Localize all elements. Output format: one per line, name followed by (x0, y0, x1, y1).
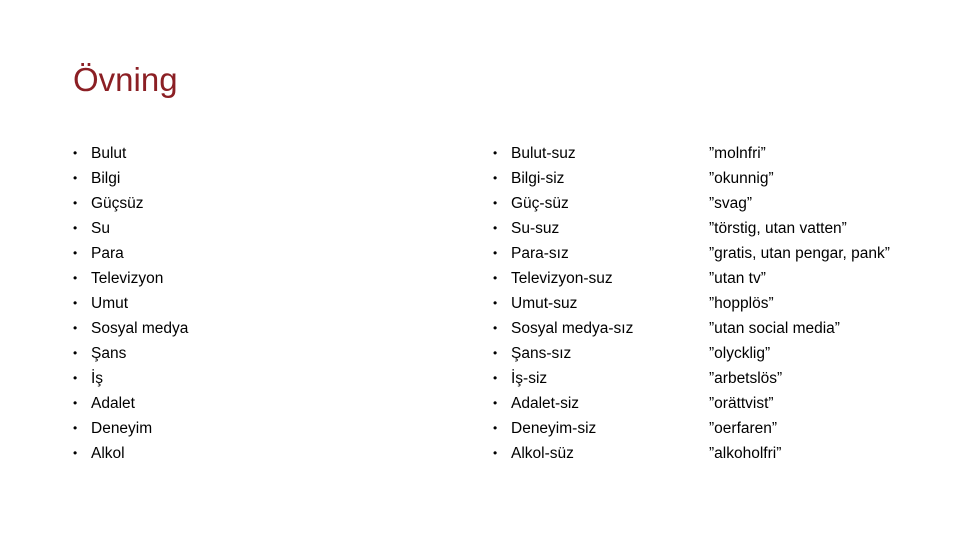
suffixed-word-label: Güç-süz (511, 195, 569, 212)
word-label: Para (91, 245, 124, 262)
list-item (493, 416, 633, 441)
suffixed-word-label: Alkol-süz (511, 445, 574, 462)
bullet-icon: • (493, 221, 498, 235)
bullet-icon: • (493, 396, 498, 410)
bullet-icon: • (493, 371, 498, 385)
bullet-icon: • (73, 396, 78, 410)
translation-item: ”törstig, utan vatten” (709, 220, 847, 237)
bullet-icon: • (73, 296, 78, 310)
word-label: Adalet (91, 395, 135, 412)
word-list (73, 141, 188, 466)
bullet-icon: • (73, 346, 78, 360)
list-item (493, 241, 633, 266)
list-item (73, 191, 188, 216)
word-label: Televizyon (91, 270, 164, 287)
word-label: Umut (91, 295, 129, 312)
translation-item: ”orättvist” (709, 395, 774, 412)
word-label: Bulut (91, 145, 127, 162)
bullet-icon: • (493, 146, 498, 160)
bullet-icon: • (73, 246, 78, 260)
bullet-icon: • (73, 171, 78, 185)
suffixed-word-label: İş-siz (511, 370, 548, 387)
list-item (73, 266, 188, 291)
bullet-icon: • (73, 371, 78, 385)
suffixed-word-label: Para-sız (511, 245, 569, 262)
bullet-icon: • (73, 221, 78, 235)
suffixed-word-list (493, 141, 633, 466)
bullet-icon: • (493, 446, 498, 460)
bullet-icon: • (493, 271, 498, 285)
translation-item: ”alkoholfri” (709, 445, 782, 462)
bullet-icon: • (73, 196, 78, 210)
suffixed-word-label: Televizyon-suz (511, 270, 613, 287)
translation-item: ”svag” (709, 195, 753, 212)
list-item (493, 441, 633, 466)
bullet-icon: • (493, 296, 498, 310)
list-item (73, 441, 188, 466)
word-label: Alkol (91, 445, 125, 462)
suffixed-word-label: Deneyim-siz (511, 420, 597, 437)
translation-item: ”okunnig” (709, 170, 774, 187)
word-label: Sosyal medya (91, 320, 189, 337)
list-item (493, 166, 633, 191)
list-item (493, 316, 633, 341)
list-item (493, 141, 633, 166)
translation-item: ”olycklig” (709, 345, 771, 362)
list-item (73, 366, 188, 391)
suffixed-word-label: Sosyal medya-sız (511, 320, 634, 337)
word-label: İş (91, 370, 104, 387)
bullet-icon: • (73, 146, 78, 160)
list-item (493, 291, 633, 316)
translation-item: ”gratis, utan pengar, pank” (709, 245, 890, 262)
list-item (73, 391, 188, 416)
list-item (493, 191, 633, 216)
bullet-icon: • (493, 346, 498, 360)
bullet-icon: • (493, 421, 498, 435)
list-item (73, 216, 188, 241)
list-item (73, 341, 188, 366)
word-label: Şans (91, 345, 127, 362)
translation-item: ”oerfaren” (709, 420, 778, 437)
translation-item: ”utan tv” (709, 270, 766, 287)
translation-item: ”molnfri” (709, 145, 766, 162)
list-item (493, 366, 633, 391)
bullet-icon: • (73, 321, 78, 335)
suffixed-word-label: Umut-suz (511, 295, 578, 312)
bullet-icon: • (73, 421, 78, 435)
bullet-icon: • (73, 446, 78, 460)
list-item (73, 416, 188, 441)
suffixed-word-label: Su-suz (511, 220, 560, 237)
list-item (73, 291, 188, 316)
word-label: Güçsüz (91, 195, 144, 212)
word-label: Su (91, 220, 110, 237)
slide-title: Övning (73, 61, 178, 98)
bullet-icon: • (493, 321, 498, 335)
bullet-icon: • (493, 196, 498, 210)
translation-item: ”hopplös” (709, 295, 774, 312)
suffixed-word-label: Bulut-suz (511, 145, 576, 162)
list-item (73, 166, 188, 191)
list-item (493, 391, 633, 416)
list-item (73, 316, 188, 341)
bullet-icon: • (493, 246, 498, 260)
word-label: Deneyim (91, 420, 153, 437)
list-item (493, 216, 633, 241)
suffixed-word-label: Adalet-siz (511, 395, 580, 412)
list-item (73, 141, 188, 166)
translation-list (709, 141, 890, 466)
list-item (493, 266, 633, 291)
list-item (73, 241, 188, 266)
translation-item: ”utan social media” (709, 320, 840, 337)
suffixed-word-label: Şans-sız (511, 345, 572, 362)
bullet-icon: • (493, 171, 498, 185)
list-item (493, 341, 633, 366)
bullet-icon: • (73, 271, 78, 285)
word-label: Bilgi (91, 170, 121, 187)
translation-item: ”arbetslös” (709, 370, 783, 387)
suffixed-word-label: Bilgi-siz (511, 170, 565, 187)
